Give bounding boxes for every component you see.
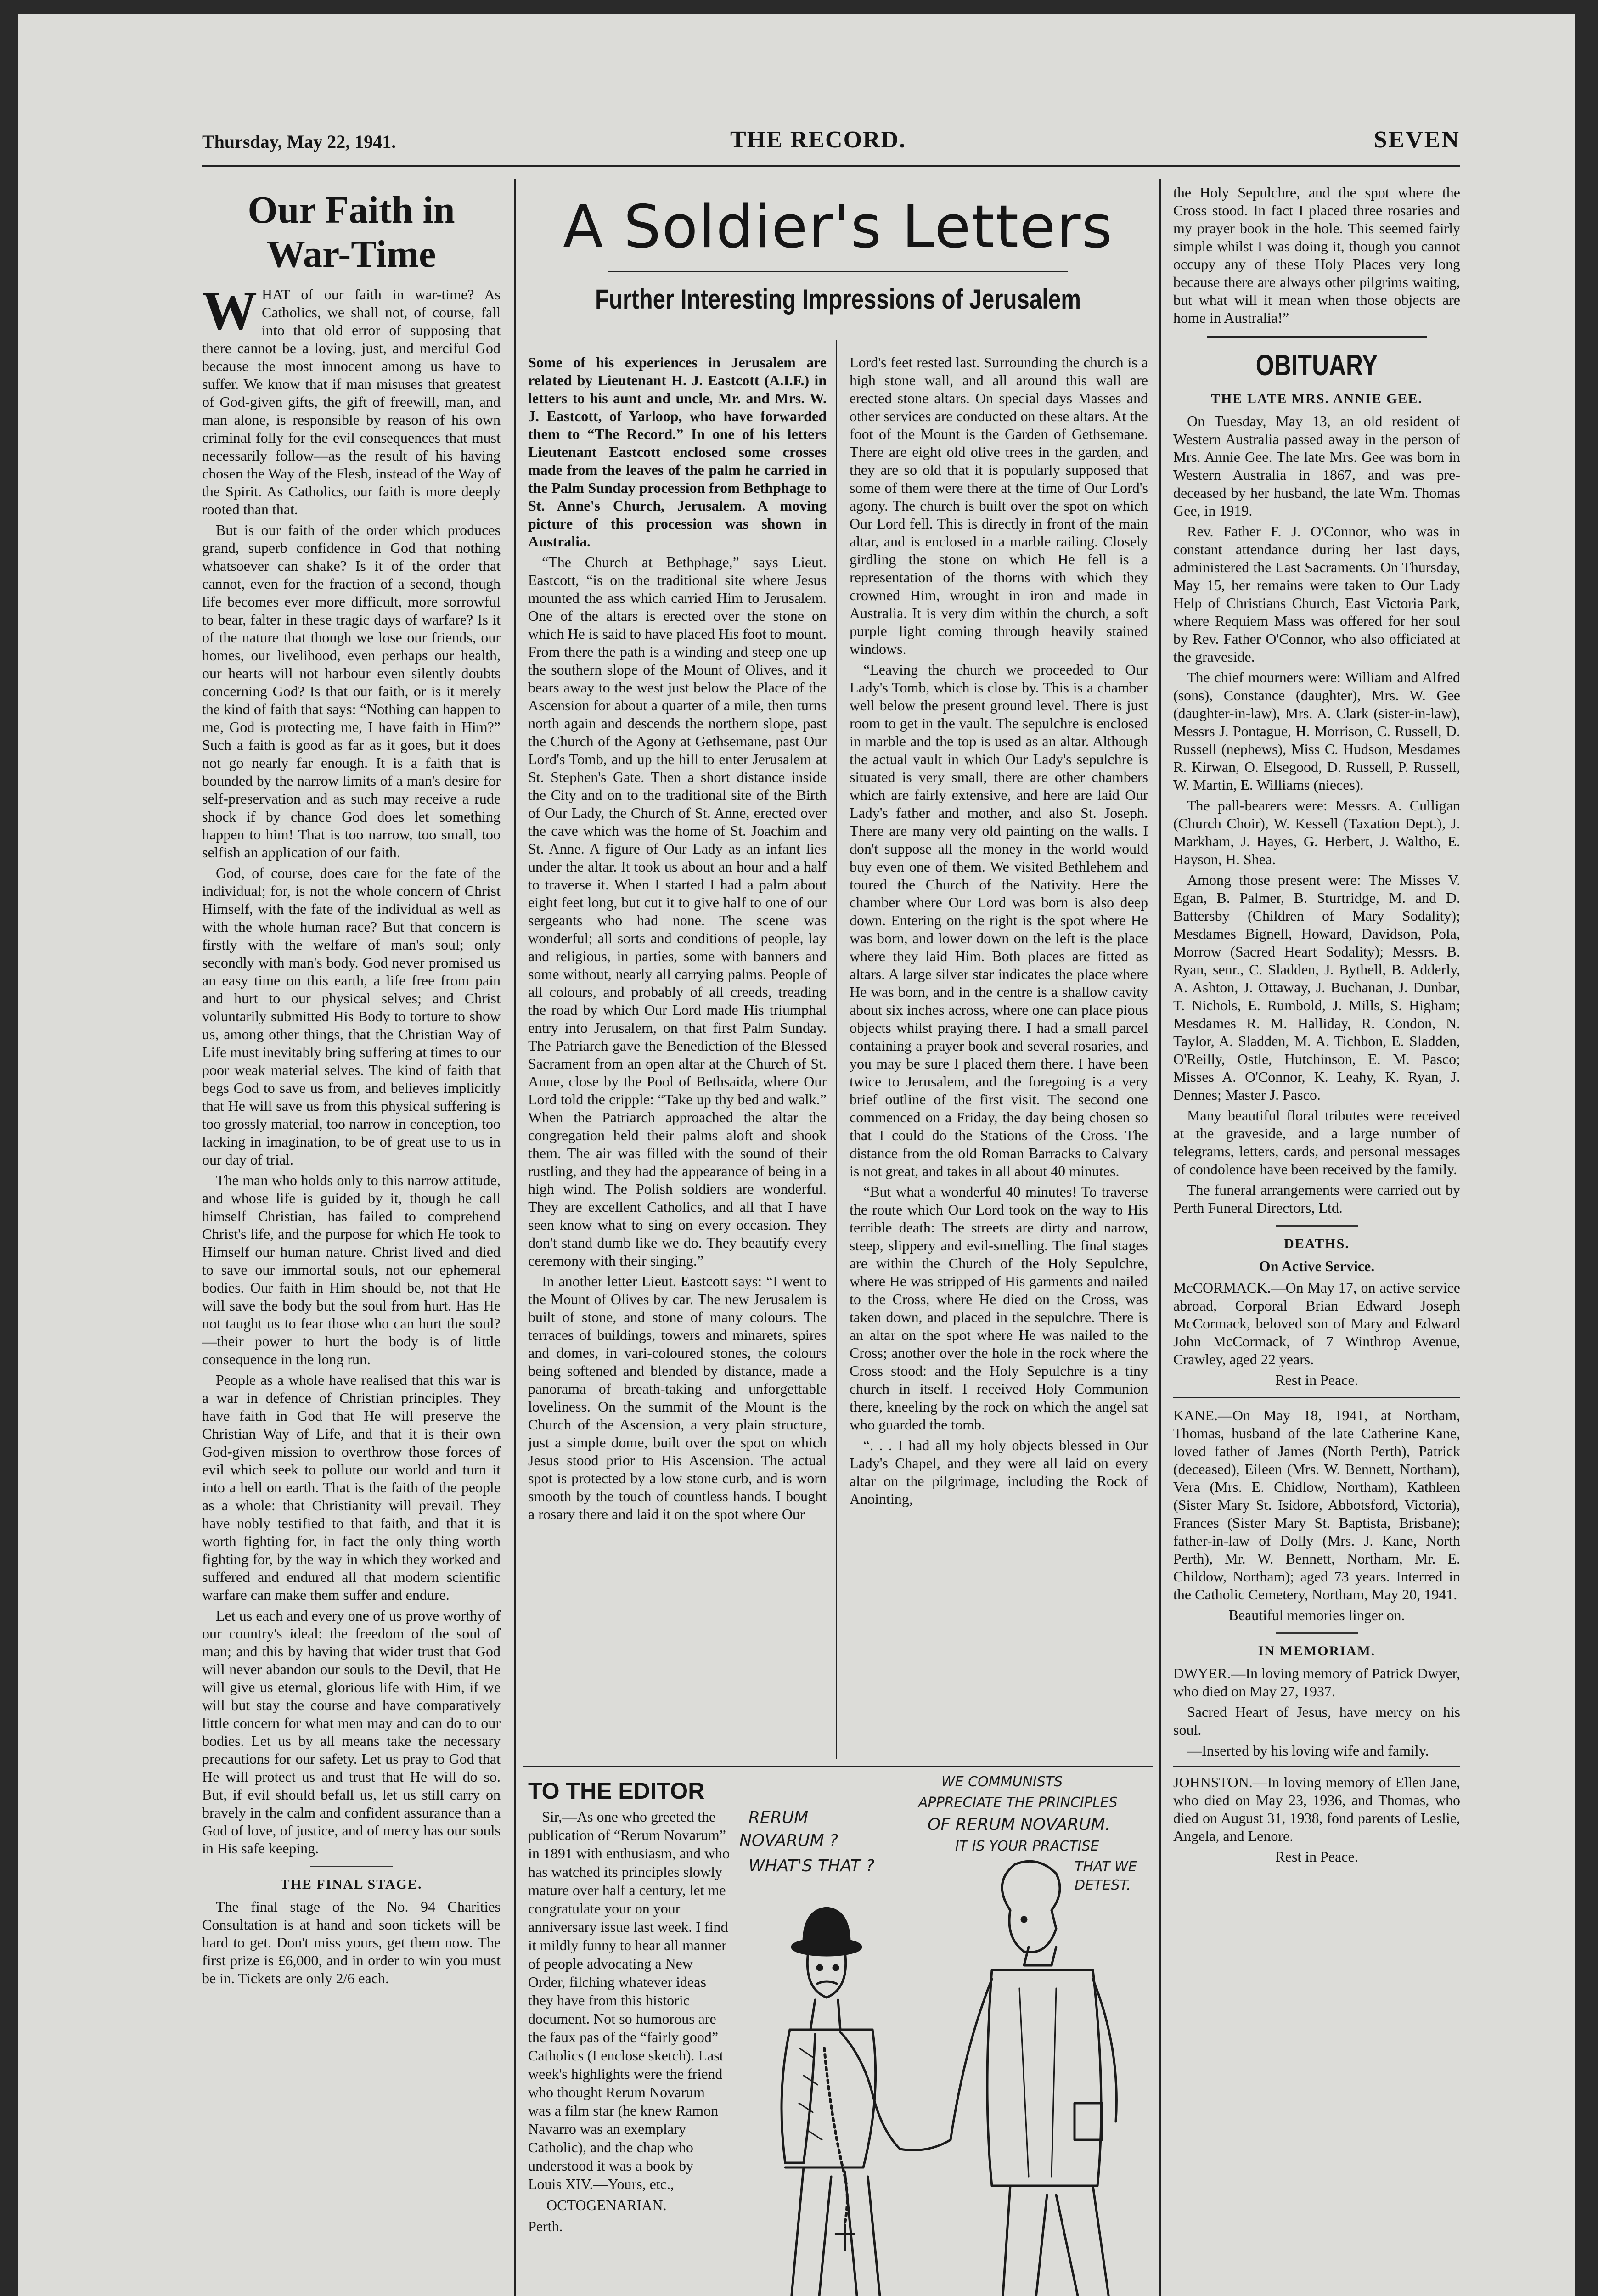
issue-date: Thursday, May 22, 1941. bbox=[202, 131, 396, 152]
paragraph: Among those present were: The Misses V. Egan, B. Palmer, B. Sturtridge, M. and D. Battersby (Children of Mary Sodality); Mesdames Bignell, Howard, Davidson, Pola, Morrow (Sacred Heart Sodality); Messrs. B. Ryan, senr., C. Sladden, J. Bythell, B. Adderly, A. Ashton, J. Ottaway, J. Buchanan, J. Dunbar, T. Nichols, E. Rumbold, J. Mills, S. Higham; Mesdames R. M. Halliday, R. Condon, N. Taylor, A. Sladden, M. A. Tichbon, E. Sladden, O'Reilly, Ostle, Hutchinson, E. M. Pasco; Misses A. O'Connor, K. Leahy, K. Ryan, J. Dennes; Master J. Pasco. bbox=[1173, 872, 1460, 1103]
divider bbox=[310, 1866, 393, 1867]
paragraph: Many beautiful floral tributes were received at the graveside, and a large number of telegrams, letters, cards, and personal messages of condolence have been received by the family. bbox=[1173, 1107, 1460, 1177]
death-notice: McCORMACK.—On May 17, on active service abroad, Corporal Brian Edward Joseph McCormack, beloved son of Mary and Edward John McCormack, of 7 Winthrop Avenue, Crawley, aged 22 years. bbox=[1173, 1279, 1460, 1367]
memoriam-closing: Rest in Peace. bbox=[1275, 1848, 1358, 1865]
cartoon-drawing bbox=[735, 1773, 1157, 2296]
paragraph: But is our faith of the order which produces grand, superb confidence in God that nothing whatsoever can shake? Is it of the order that cannot, even for the fraction of a second, though life becomes ever more difficult, more sorrowful to bear, falter in these tragic days of warfare? Is it of the nature that though we lose our friends, our homes, our livelihood, even perhaps our health, our hearts will not harbour even silently doubts concerning God? Is that our faith, or is it merely the kind of faith that says: “Nothing can happen to me, God is protecting me, I have faith in Him?” Such a faith is good as far as it goes, but it does not go nearly far enough. It is a faith that is bounded by the narrow limits of a man's desire for self-preservation and as such may receive a rude shock if by chance God does let something happen to him! That is too narrow, too small, too selfish an application of our faith. bbox=[202, 522, 501, 861]
editor-place: Perth. bbox=[528, 2218, 563, 2234]
divider bbox=[1207, 336, 1427, 338]
paragraph: “But what a wonderful 40 minutes! To traverse the route which Our Lord took on the way to His terrible death: The streets are dirty and narrow, steep, slippery and evil-smelling. The final stages are within the Church of the Holy Sepulchre, where He was stripped of His garments and nailed to the Cross, where He died on the Cross, was taken down, and placed in the sepulchre. There is an altar on the spot where He was nailed to the Cross; another over the hole in the rock where the Cross stood: and the Holy Sepulchre is a tiny church in itself. I received Holy Communion there, kneeling by the rock on which the angel sat who guarded the tomb. bbox=[850, 1183, 1148, 1433]
memoriam-notice: JOHNSTON.—In loving memory of Ellen Jane, who died on May 23, 1936, and Thomas, who died on August 31, 1938, fond parents of Leslie, Angela, and Lenore. bbox=[1173, 1774, 1460, 1844]
masthead-rule bbox=[202, 165, 1460, 167]
faith-article bbox=[202, 188, 501, 2296]
memoriam-text: —Inserted by his loving wife and family. bbox=[1187, 1742, 1429, 1759]
newspaper-page bbox=[18, 14, 1575, 2296]
masthead bbox=[202, 122, 1460, 163]
death-notice-closing: Rest in Peace. bbox=[1275, 1372, 1358, 1388]
page-number: SEVEN bbox=[1373, 127, 1460, 153]
column-divider bbox=[1159, 179, 1161, 2296]
soldier-title: A Soldier's Letters bbox=[563, 193, 1114, 261]
paper-name: THE RECORD. bbox=[730, 127, 906, 153]
soldier-column-b bbox=[850, 354, 1148, 1759]
paragraph: The man who holds only to this narrow attitude, and whose life is guided by it, though he call himself Christian, has failed to comprehend Christ's life, and the purpose for which He took to Himself our human nature. Christ lived and died to save our immortal souls, not our ephemeral bodies. Our faith in Him should be, not that He will save the body but the soul from hurt. Has He not taught us to fear those who can hurt the soul?—their power to hurt the body is of little consequence in the long run. bbox=[202, 1172, 501, 1367]
right-speech-line2: APPRECIATE THE PRINCIPLES bbox=[918, 1795, 1118, 1811]
paragraph: The funeral arrangements were carried out by Perth Funeral Directors, Ltd. bbox=[1173, 1182, 1460, 1216]
paragraph: In another letter Lieut. Eastcott says: “I went to the Mount of Olives by car. The new Jerusalem is built of stone, and stone of many colours. The terraces of buildings, towers and minarets, spires and domes, in vari-coloured stones, the colours being softened and blended by distance, made a panorama of breath-taking and unforgettable loveliness. On the summit of the Mount is the Church of the Ascension, a very plain structure, just a simple dome, built over the spot on which Jesus stood prior to His Ascension. The actual spot is protected by a low stone curb, and is worn smooth by the touch of countless hands. I bought a rosary there and laid it on the spot where Our bbox=[528, 1273, 827, 1522]
divider bbox=[1276, 1632, 1358, 1634]
paragraph: Rev. Father F. J. O'Connor, who was in constant attendance during her last days, administered the Last Sacraments. On Thursday, May 15, her remains were taken to Our Lady Help of Christians Church, East Victoria Park, where Requiem Mass was offered for her soul by Rev. Father O'Connor, who also officiated at the graveside. bbox=[1173, 523, 1460, 665]
paragraph: God, of course, does care for the fate of the individual; for, is not the whole concern of Christ Himself, with the fate of the individual as well as with the whole human race? But that concern is firstly with the welfare of man's soul; only secondly with man's body. God never promised us an easy time on this earth, a life free from pain and hurt to our physical selves; and Christ voluntarily submitted His Body to torture to show us, among other things, that the Christian Way of Life must inevitably bring suffering at times to our poor weak material selves. The kind of faith that begs God to save us from, and believes implicitly that He will save us from this physical suffering is too grossly material, too narrow in conception, too lacking in imagination, to be of great use to us in our day of trial. bbox=[202, 865, 501, 1168]
right-column bbox=[1173, 184, 1460, 2296]
paragraph: Let us each and every one of us prove worthy of our country's ideal: the freedom of the soul of man; and this by having that wider trust that God will never abandon our souls to the Devil, that He will give us eternal, glorious life with Him, if we will but stay the course and have comparatively little concern for what men may and can do to our bodies. Let us by all means take the necessary precautions for our safety. Let us pray to God that He will protect us and trust that He will do so. But, if evil should befall us, let us still carry on bravely in the calm and confident assurance than a God of love, of justice, and of mercy has our souls in His safe keeping. bbox=[202, 1607, 501, 1857]
faith-title-line1: Our Faith in bbox=[248, 189, 455, 231]
final-stage-heading: THE FINAL STAGE. bbox=[280, 1877, 422, 1892]
paragraph: Sir,—As one who greeted the publication of “Rerum Novarum” in 1891 with enthusiasm, and who has watched its principles slowly mature over half a century, let me congratulate your on your anniversary issue last week. I find it mildly funny to hear all manner of people advocating a New Order, filching whatever ideas they have from this historic document. Not so humorous are the faux pas of the “fairly good” Catholics (I enclose sketch). Last week's highlights were the friend who thought Rerum Novarum was a film star (he knew Ramon Navarro was an exemplary Catholic), and the chap who understood it was a book by Louis XIV.—Yours, etc., bbox=[528, 1808, 730, 2192]
paragraph: the Holy Sepulchre, and the spot where the Cross stood. In fact I placed three rosaries and my prayer book in the hole. This seemed fairly simple whilst I was doing it, though you cannot occupy any of these Holy Places very long because there are always other pilgrims waiting, but what will it mean when those objects are home in Australia!” bbox=[1173, 184, 1460, 326]
deaths-heading: DEATHS. bbox=[1284, 1236, 1350, 1251]
memoriam-text: Sacred Heart of Jesus, have mercy on his soul. bbox=[1173, 1704, 1460, 1738]
editor-signature: OCTOGENARIAN. bbox=[546, 2197, 667, 2213]
memoriam-notice: DWYER.—In loving memory of Patrick Dwyer, who died on May 27, 1937. bbox=[1173, 1665, 1460, 1699]
title-rule bbox=[608, 271, 1068, 272]
divider bbox=[1173, 1397, 1460, 1398]
drop-cap: W bbox=[202, 280, 257, 341]
left-speech-line3: WHAT'S THAT ? bbox=[748, 1857, 875, 1875]
editor-letter bbox=[528, 1777, 730, 2296]
right-speech-line5: THAT WE bbox=[1075, 1859, 1137, 1875]
paragraph: On Tuesday, May 13, an old resident of Western Australia passed away in the person of Mrs. Annie Gee. The late Mrs. Gee was born in Western Australia in 1867, and was pre-deceased by her husband, the late Wm. Thomas Gee, in 1919. bbox=[1173, 413, 1460, 519]
soldier-intro: Some of his experiences in Jerusalem are related by Lieutenant H. J. Eastcott (A.I.F.) in letters to his aunt and uncle, Mr. and Mrs. W. J. Eastcott, of Yarloop, who have forwarded them to “The Record.” In one of his letters Lieutenant Eastcott enclosed some crosses made from the leaves of the palm he carried in the Palm Sunday procession from Bethphage to St. Anne's Church, Jerusalem. A moving picture of this procession was shown in Australia. bbox=[528, 354, 827, 550]
paragraph: “. . . I had all my holy objects blessed in Our Lady's Chapel, and they were all laid on every altar on the pilgrimage, including the Rock of Anointing, bbox=[850, 1437, 1148, 1507]
paragraph: “Leaving the church we proceeded to Our Lady's Tomb, which is close by. This is a chamber well below the present ground level. There is just room to get in the vault. The sepulchre is enclosed in marble and the top is used as an altar. Although the actual vault in which Our Lady's sepulchre is situated is very small, there are other chambers which are fairly extensive, and here are laid Our Lady's father and mother, and also St. Joseph. There are many very old painting on the walls. I don't suppose all the money in the world would buy even one of them. We visited Bethlehem and toured the Church of the Nativity. Here the chamber where Our Lord was born is also deep down. Entering on the right is the spot where He was born, and lower down on the left is the place where they laid Him. Both places are fitted as altars. A large silver star indicates the place where He was born, and in the centre is a shallow cavity about six inches across, where one can place pious objects whilst praying there. I had a small parcel containing a prayer book and several rosaries, and you may be sure I placed them there. I have been twice to Jerusalem, and the foregoing is a very brief outline of the first visit. The second one commenced on a Friday, the day being chosen so that I could do the Stations of the Cross. The distance from the old Roman Barracks to Calvary is not great, and takes in all about 40 minutes. bbox=[850, 661, 1148, 1179]
column-divider bbox=[514, 179, 516, 2296]
soldier-subtitle: Further Interesting Impressions of Jerusalem bbox=[595, 284, 1081, 315]
deaths-subheading: On Active Service. bbox=[1259, 1258, 1375, 1274]
obituary-subheading: THE LATE MRS. ANNIE GEE. bbox=[1211, 391, 1423, 406]
column-divider bbox=[836, 340, 837, 1759]
divider bbox=[1276, 1225, 1358, 1227]
editor-heading: TO THE EDITOR bbox=[528, 1778, 705, 1804]
paragraph: Lord's feet rested last. Surrounding the church is a high stone wall, and all around this wall are erected stone altars. On special days Masses and other services are conducted on these altars. At the foot of the Mount is the Garden of Gethsemane. There are eight old olive trees in the garden, and they are so old that it is popularly supposed that some of them were there at the time of Our Lord's agony. The church is built over the spot on which Our Lord fell. This is directly in front of the main altar, and is enclosed in a marble railing. Closely girdling the stone on which He fell is a representation of the thorns with which they crowned Him, wrought in iron and made in Australia. It is very dim within the church, a soft purple light coming through heavily stained windows. bbox=[850, 354, 1148, 657]
right-speech-line1: WE COMMUNISTS bbox=[941, 1774, 1063, 1790]
soldier-header bbox=[528, 188, 1148, 340]
rerum-novarum-cartoon bbox=[735, 1773, 1157, 2296]
paragraph: The chief mourners were: William and Alfred (sons), Constance (daughter), Mrs. W. Gee (daughter-in-law), Mrs. A. Clark (sister-in-law), Messrs J. Pontague, H. Morrison, C. Russell, D. Russell (nephews), Miss C. Hudson, Mesdames R. Kirwan, O. Elsegood, D. Russell, P. Russell, W. Martin, E. Williams (nieces). bbox=[1173, 669, 1460, 793]
paragraph: People as a whole have realised that this war is a war in defence of Christian principles. They have faith in God that He will preserve the Christian Way of Life, and that it is their own God-given mission to overthrow those forces of evil which seek to pollute our world and turn it into a hell on earth. That is the faith of the people as a whole: that Christianity will prevail. They have nobly testified to that faith, and that it is worth fighting for, in fact the only thing worth fighting for, by the way in which they worked and suffered and endured all that modern scientific warfare can make them suffer and endure. bbox=[202, 1372, 501, 1603]
death-notice-closing: Beautiful memories linger on. bbox=[1228, 1607, 1405, 1623]
divider bbox=[1173, 1766, 1460, 1767]
paragraph: The pall-bearers were: Messrs. A. Culligan (Church Choir), W. Kessell (Taxation Dept.), J. Markham, J. Hayes, G. Herbert, J. Waltho, E. Hayson, H. Shea. bbox=[1173, 797, 1460, 867]
left-speech-line1: RERUM bbox=[748, 1808, 809, 1827]
left-speech-line2: NOVARUM ? bbox=[739, 1831, 838, 1850]
soldier-column-a bbox=[528, 354, 827, 1759]
right-speech-line6: DETEST. bbox=[1075, 1877, 1131, 1893]
paragraph: “The Church at Bethphage,” says Lieut. Eastcott, “is on the traditional site where Jesus mounted the ass which carried Him to Jerusalem. One of the altars is erected over the stone on which He is said to have placed His foot to mount. From there the path is a winding and steep one up the southern slope of the Mount of Olives, and it bears away to the west just below the Place of the Ascension for about a quarter of a mile, then turns north again and descends the northern slope, past the Church of the Agony at Gethsemane, past Our Lord's Tomb, and up the hill to enter Jerusalem at St. Stephen's Gate. Then a short distance inside the City and on to the traditional site of the Birth of Our Lady, the Church of St. Anne, erected over the cave which was the home of St. Joachim and St. Anne. A figure of Our Lady as an infant lies under the altar. It took us about an hour and a half to traverse it. When I started I had a palm about eight feet long, but cut it to give half to one of our sergeants who had none. The scene was wonderful; all sorts and conditions of people, lay and religious, in parties, some with banners and some without, nearly all carrying palms. People of all colours, and probably of all creeds, treading the road by which Our Lord made His triumphal entry into Jerusalem, on that first Palm Sunday. The Patriarch gave the Benediction of the Blessed Sacrament from an open altar at the Church of St. Anne, close by the Pool of Bethsaida, where Our Lord told the cripple: “Take up thy bed and walk.” When the Patriarch approached the altar the congregation held their palms aloft and shook them. The air was filled with the sound of their rustling, and they had the appearance of being in a high wind. The Polish soldiers are wonderful. They are excellent Catholics, and all that I have seen know what to sing on every occasion. They don't stand dumb like we do. They beautify every ceremony with their singing.” bbox=[528, 554, 827, 1269]
obituary-heading: OBITUARY bbox=[1255, 349, 1378, 382]
death-notice: KANE.—On May 18, 1941, at Northam, Thomas, husband of the late Catherine Kane, loved father of James (North Perth), Patrick (deceased), Eileen (Mrs. W. Bennett, Northam), Vera (Mrs. E. Chidlow, Northam), Kathleen (Sister Mary St. Isidore, Abbotsford, Victoria), Frances (Sister Mary St. Baptista, Brisbane); father-in-law of Dolly (Mrs. J. Kane, North Perth), Mr. W. Bennett, Northam, Mr. E. Childow, Northam); aged 73 years. Interred in the Catholic Cemetery, Northam, May 20, 1941. bbox=[1173, 1407, 1460, 1603]
right-speech-line3: OF RERUM NOVARUM. bbox=[928, 1815, 1111, 1834]
section-rule bbox=[523, 1766, 1153, 1767]
paragraph: HAT of our faith in war-time? As Catholics, we shall not, of course, fall into that old error of supposing that there cannot be a loving, just, and merciful God because the most innocent among us have to suffer. We know that if man misuses that greatest of God-given gifts, the gift of freewill, man, and man alone, is responsible by reason of his own criminal folly for the evil consequences that must necessarily follow—as the result of his having chosen the Way of the Flesh, instead of the Way of the Spirit. As Catholics, our faith is more deeply rooted than that. bbox=[202, 286, 501, 518]
memoriam-heading: IN MEMORIAM. bbox=[1258, 1643, 1376, 1659]
paragraph: The final stage of the No. 94 Charities Consultation is at hand and soon tickets will be hard to get. Don't miss yours, get them now. The first prize is £6,000, and in order to win you must be in. Tickets are only 2/6 each. bbox=[202, 1898, 501, 1986]
faith-title-line2: War-Time bbox=[266, 233, 436, 276]
right-speech-line4: IT IS YOUR PRACTISE bbox=[955, 1838, 1099, 1854]
